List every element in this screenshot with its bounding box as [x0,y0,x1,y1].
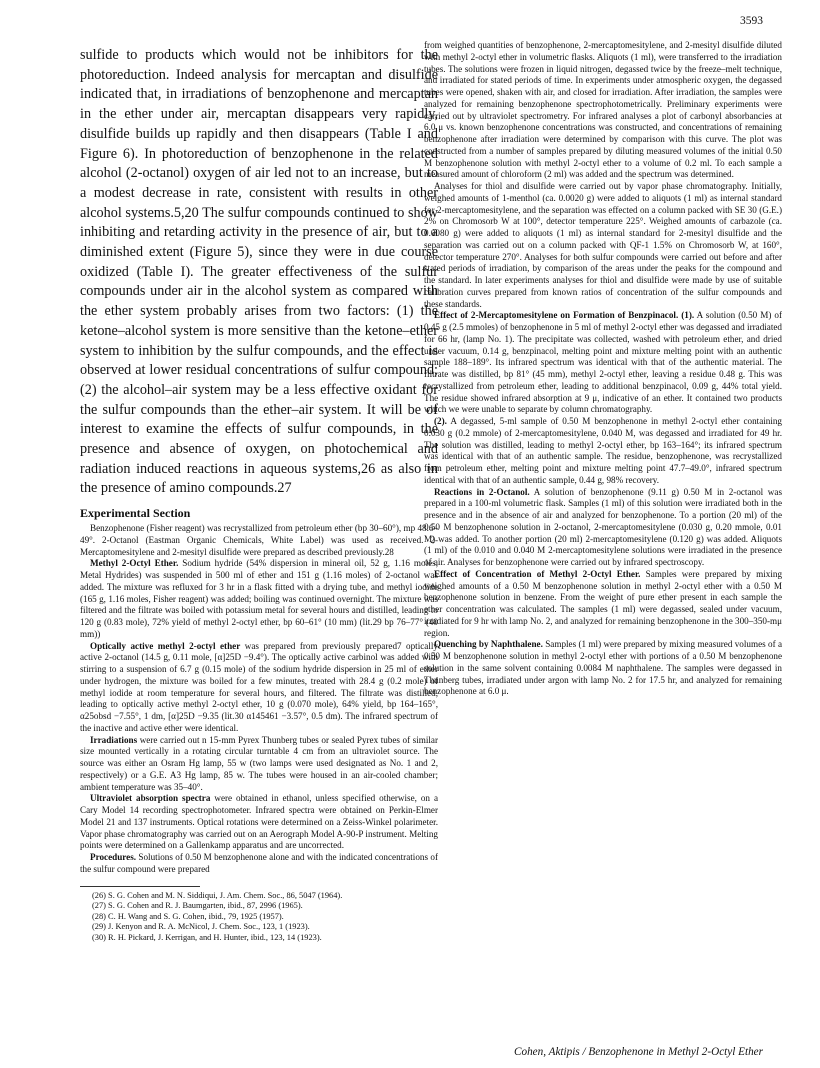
left-column [80,46,438,1068]
footnote: (30) R. H. Pickard, J. Kerrigan, and H. Hunter, ibid., 123, 14 (1923). [92,933,322,943]
paragraph-text: Sodium hydride (54% dispersion in mineral oil, 52 g, 1.16 moles, Metal Hydrides) was suspended in 500 ml of ether and 151 g (1.16 moles) of 2-octanol was added. The mixture was refluxed for 3 hr in a flask fitted with a drying tube, and methyl iodide (165 g, 1.16 moles, Fisher reagent) was added; boiling was continued overnight. The mixture was filtered and the filtrate was boiled with potassium metal for several hours and distilled, leading to 120 g (0.83 mole), 72% yield of methyl 2-octyl ether, bp 60–61° (10 mm) (lit.29 bp 76–77° (40 mm)) [80,558,438,639]
paragraph [80,852,438,876]
intro-paragraph: sulfide to products which would not be inhibitors for the photoreduction. Indeed analysis for mercaptan and disulfide indicated that, in irradiations of benzophenone and mercaptan in the ether under air, mercaptan disappears very rapidly, disulfide builds up rapidly and then disappears (Table I and Figure 6). In photoreduction of benzophenone in the related alcohol (2-octanol) oxygen of air led not to an increase, but to a modest decrease in rate, consistent with results in other alcohol systems.5,20 The sulfur compounds continued to show inhibiting and retarding activity in the presence of air, but to a diminished extent (Figure 5), since they were in due course oxidized (Table I). The greater effectiveness of the sulfur compounds under air in the alcohol system as compared with the ether system probably arises from two factors: (1) the ketone–alcohol system is more sensitive than the ketone–ether system to inhibition by the sulfur compounds, and the effect is observed at lower residual concentrations of sulfur compound; (2) the alcohol–air system may be a less effective oxidant for the sulfur compounds than the ether–air system. It will be of interest to examine the effects of sulfur compounds, in the presence and absence of oxygen, on photochemical and radiation induced reactions in aqueous systems,26 as also in the presence of amino compounds.27 [80,47,438,497]
paragraph-lead: Reactions in 2-Octanol. [434,486,530,497]
paragraph-text: A degassed, 5-ml sample of 0.50 M benzophenone in methyl 2-octyl ether containing 0.030 g (0.2 mmole) of 2-mercaptomesitylene, 0.040 M, was degassed and irradiated for 49 hr. The solution was distilled, leading to methyl 2-octyl ether, bp 163–164°; its infrared spectrum was identical with that of an authentic sample. The residue, benzophenone, was recrystallized from petroleum ether, melting point and mixture melting point 47.7–49.0°, infrared spectrum identical with that of an authentic sample, 0.44 g, 98% recovery. [424,416,782,485]
experimental-paragraphs [80,523,438,876]
section-heading: Experimental Section [80,506,191,521]
paragraph [80,793,438,852]
paragraph [424,639,782,698]
footnote: (26) S. G. Cohen and M. N. Siddiqui, J. Am. Chem. Soc., 86, 5047 (1964). [92,890,343,900]
paragraph-lead: Quenching by Naphthalene. [434,639,543,650]
paragraph-text: Benzophenone (Fisher reagent) was recrystallized from petroleum ether (bp 30–60°), mp 48.6–49°. 2-Octanol (Eastman Organic Chemicals, White Label) was used as received. 2-Mercaptomesitylene and 2-mesityl disulfide were prepared as described previously.28 [80,523,438,557]
footnote: (27) S. G. Cohen and R. J. Baumgarten, ibid., 87, 2996 (1965). [92,901,303,911]
paragraph-text: from weighed quantities of benzophenone, 2-mercaptomesitylene, and 2-mesityl disulfide diluted with methyl 2-octyl ether in volumetric flasks. Aliquots (1 ml), were transferred to the irradiation tubes. The solutions were frozen in liquid nitrogen, degassed twice by the freeze–melt technique, and irradiated for stated periods of time. In experiments under atmospheric oxygen, the degassed tubes were opened, shaken with air, and closed for irradiation. After irradiation, the samples were analyzed for remaining benzophenone spectrophotometrically. Preliminary experiments were carried out by ultraviolet spectrometry. For infrared analyses a plot of carbonyl absorbancies at 6.0 μ vs. known benzophenone concentrations was constructed, and concentrations of remaining benzophenone after irradiation were determined by comparison with this curve. The plot was constructed from a number of samples prepared by diluting measured volumes of the initial 0.50 M benzophenone solution with methyl 2-octyl ether to a volume of 0.2 ml. To each sample a measured amount of chloroform (2 ml) was added and the spectrum was determined. [424,40,782,180]
paragraph [424,40,782,181]
paragraph-lead: Ultraviolet absorption spectra [90,793,211,804]
paragraph [80,558,438,640]
paragraph-text: Samples (1 ml) were prepared by mixing measured volumes of a 0.50 M benzophenone solution in methyl 2-octyl ether with portions of a 0.50 M benzophenone solution in the same solvent containing 0.0084 M naphthalene. The samples were degassed in Thunberg tubes, irradiated under argon with lamp No. 2 for 17.5 hr, and analyzed for remaining benzophenone at 6.0 μ. [424,639,782,697]
paragraph-text: Analyses for thiol and disulfide were carried out by vapor phase chromatography. Initially, weighed amounts of 1-menthol (ca. 0.0020 g) were added to aliquots (1 ml) as internal standard for 2-mercaptomesitylene, and the separation was effected on a column packed with SE 30 (G.E.) 2% on Chromosorb W at 100°, detector temperature 225°. Weighed amounts of carbazole (ca. 0.0080 g) were added to aliquots (1 ml) as internal standard for 2-mesityl disulfide and the separation was carried out on a column packed with QF-1 1.5% on Chromosorb W, at 160°, detector temperature 270°. Analyses for both sulfur compounds were carried out before and after stated periods of irradiation, by comparison of the areas under the peaks for the compound and the standard. In later experiments analyses for thiol and disulfide were made by use of suitable calibration curves prepared from known ratios of concentration of the sulfur compounds and these standards. [424,181,782,309]
footnote: (29) J. Kenyon and R. A. McNicol, J. Chem. Soc., 123, 1 (1923). [92,922,310,932]
paragraph [424,310,782,416]
page-number: 3593 [740,15,763,27]
paragraph [424,487,782,569]
paragraph-text: A solution (0.50 M) of 0.45 g (2.5 mmoles) of benzophenone in 5 ml of methyl 2-octyl ether was degassed and irradiated for 66 hr, (lamp No. 1). The precipitate was collected, washed with petroleum ether, and dried under vacuum, 0.14 g, benzpinacol, melting point and mixture melting point with an authentic sample 188–189°. Its infrared spectrum was identical with that of the authentic material. The filtrate was distilled, bp 81° (45 mm), methyl 2-octyl ether, leaving a residue 0.48 g. This was recrystallized from petroleum ether, leading to additional benzpinacol, 0.09 g, 44% total yield. The residue showed infrared absorption at 9 μ, indicative of an ether. It contained two products which we were unable to separate by column chromatography. [424,310,782,415]
running-footer: Cohen, Aktipis / Benzophenone in Methyl 2-Octyl Ether [514,1046,763,1058]
footnote-divider [80,886,200,887]
procedure-paragraphs [424,40,782,698]
paragraph-text: was prepared from previously prepared7 optically active 2-octanol (14.5 g, 0.11 mole, [α]25D −9.4°). The optically active carbinol was added with stirring to a suspension of 6.7 g (0.15 mole) of the sodium hydride dispersion in 25 ml of ether under hydrogen, the mixture was boiled for a few minutes, treated with 28.4 g (0.2 mole) of methyl iodide at room temperature for several hours, and filtered. The filtrate was distilled, leading to optically active methyl 2-octyl ether, 10 g (0.070 mole), 64% yield, bp 164–165°, α25obsd −7.55°, 1 dm, [α]25D −9.35 (lit.30 α145461 −3.57°, 0.5 dm). The infrared spectrum of the inactive and active ether were identical. [80,640,438,733]
paragraph-text: were obtained in ethanol, unless specified otherwise, on a Cary Model 14 recording spectrophotometer. Infrared spectra were obtained on Perkin-Elmer Model 21 and 137 instruments. Optical rotations were determined on a Zeiss-Winkel polarimeter. Vapor phase chromatography was carried out on an Aerograph Model A-90-P instrument. Melting points were determined on a Gallenkamp apparatus and are uncorrected. [80,793,438,851]
paragraph-lead: (2). [434,416,447,426]
paragraph-lead: Effect of 2-Mercaptomesitylene on Formation of Benzpinacol. (1). [434,310,695,321]
paragraph-lead: Effect of Concentration of Methyl 2-Octyl Ether. [434,568,641,579]
paragraph [424,181,782,310]
footnotes-list [80,891,438,944]
paragraph [80,523,438,558]
paragraph [424,569,782,640]
paragraph-lead: Procedures. [90,852,137,863]
paragraph-lead: Irradiations [90,734,138,745]
paragraph-lead: Optically active methyl 2-octyl ether [90,640,241,651]
paragraph-text: Samples were prepared by mixing weighed amounts of a 0.50 M benzophenone solution in methyl 2-octyl ether with a 0.50 M benzophenone solution in benzene. From the weight of pure ether present in each sample the ether concentration was calculated. The samples (1 ml) were degassed, sealed under vacuum, irradiated for 9 hr with lamp No. 2, and analyzed for remaining benzophenone in the 300–350-mμ region. [424,568,782,638]
paragraph-lead: Methyl 2-Octyl Ether. [90,558,179,569]
paragraph-text: were carried out n 15-mm Pyrex Thunberg tubes or sealed Pyrex tubes of similar size mounted vertically in a rotating circular turntable 4 cm from an ultraviolet source. The source was either an Osram Hg lamp, 55 w (two lamps were used designated as No. 1 and 2, respectively) or a G.E. A3 Hg lamp, 85 w. The tubes were housed in an air-cooled chamber; ambient temperature was 35–40°. [80,734,438,792]
paragraph-text: Solutions of 0.50 M benzophenone alone and with the indicated concentrations of the sulfur compound were prepared [80,852,438,874]
right-column [424,40,782,1068]
paragraph [80,641,438,735]
footnote: (28) C. H. Wang and S. G. Cohen, ibid., 79, 1925 (1957). [92,911,284,921]
paragraph [80,735,438,794]
paragraph [424,416,782,487]
paragraph-text: A solution of benzophenone (9.11 g) 0.50 M in 2-octanol was prepared in a 100-ml volumetric flask. Samples (1 ml) of this solution were irradiated both in the presence and in the absence of air and analyzed for benzophenone. To a portion (20 ml) of the 0.50 M benzophenone solution in 2-octanol, 2-mercaptomesitylene (0.030 g, 0.20 mmole, 0.01 M) was added. To another portion (20 ml) 2-mercaptomesitylene (0.120 g) was added. Aliquots (1 ml) of the 0.010 and 0.040 M 2-mercaptomesitylene solutions were irradiated in the presence of air. Analyses for benzophenone were carried out by infrared spectroscopy. [424,486,782,567]
